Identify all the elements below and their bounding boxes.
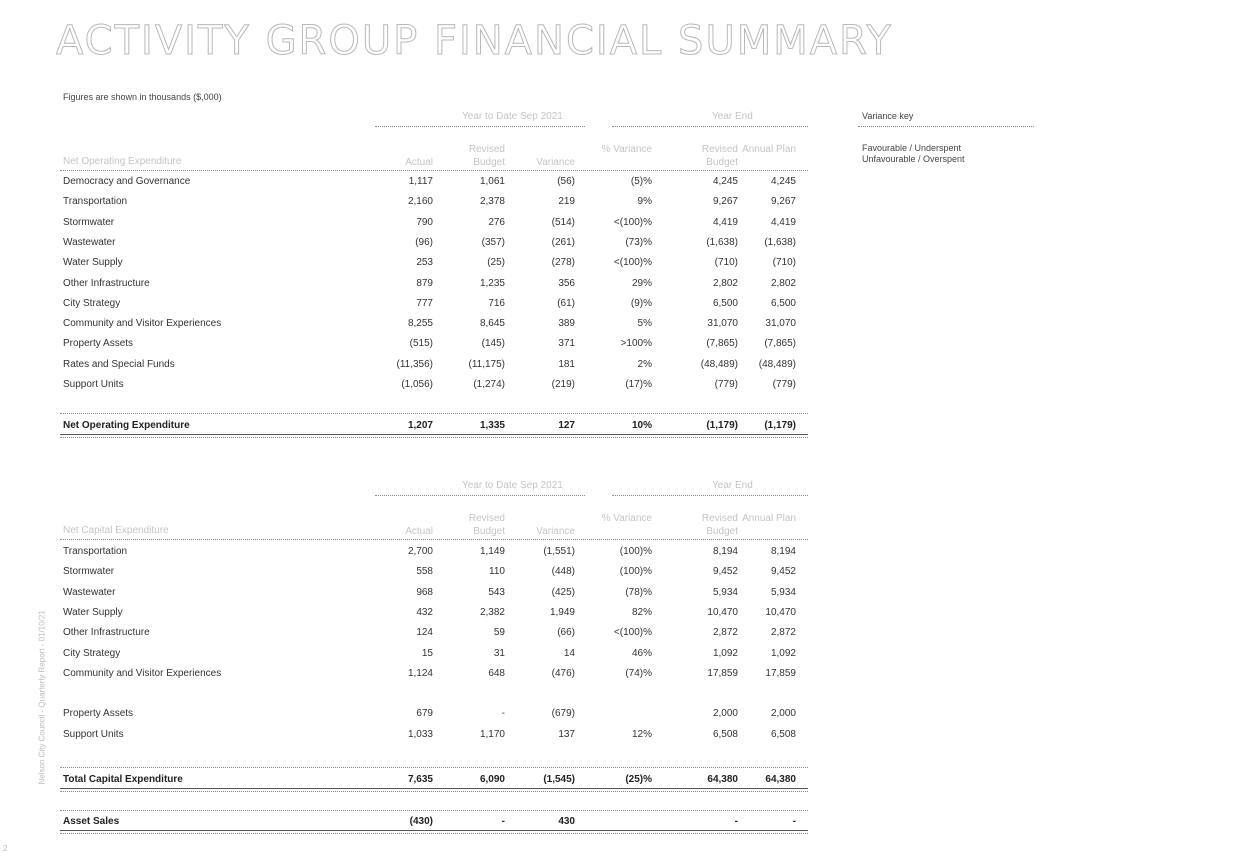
total-value: (1,545) [543, 774, 575, 785]
row-value: (100)% [619, 566, 652, 578]
row-label: Other Infrastructure [63, 627, 150, 639]
row-value: (425) [551, 586, 575, 598]
row-value: 1,170 [479, 728, 505, 740]
row-value: 2,160 [407, 196, 433, 208]
row-value: 371 [558, 338, 575, 350]
column-header: Variance [536, 526, 575, 537]
period-rule [375, 495, 585, 496]
row-value: (74)% [625, 667, 652, 679]
row-value: 82% [631, 606, 652, 618]
row-value: (48,489) [700, 358, 738, 370]
row-value: (61) [557, 297, 575, 309]
row-value: (278) [551, 257, 575, 269]
total-value: 7,635 [407, 774, 433, 785]
row-label: Rates and Special Funds [63, 358, 175, 370]
year-end-rule [612, 126, 808, 127]
row-value: 558 [416, 566, 433, 578]
row-value: (96) [415, 236, 433, 248]
asset-sales-value: - [792, 816, 796, 827]
row-value: 2,802 [712, 277, 738, 289]
row-value: 4,245 [712, 176, 738, 187]
period-header: Year to Date Sep 2021 [462, 480, 563, 491]
row-value: (9)% [630, 297, 652, 309]
row-value: 8,194 [770, 546, 796, 557]
row-label: Wastewater [63, 586, 116, 598]
row-label: Property Assets [63, 708, 134, 720]
row-value: 2,382 [479, 606, 505, 618]
row-value: 15 [421, 647, 433, 659]
total-value: 1,207 [407, 420, 433, 431]
row-value: 5% [637, 318, 652, 330]
column-header: Variance [536, 157, 575, 168]
total-value: 10% [631, 420, 652, 431]
row-label: Transportation [63, 546, 128, 557]
row-label: City Strategy [63, 647, 121, 659]
row-label: Water Supply [63, 257, 123, 269]
row-value: (476) [551, 667, 575, 679]
total-value: 64,380 [765, 774, 796, 785]
legend-title: Variance key [862, 111, 914, 121]
period-header: Year to Date Sep 2021 [462, 111, 563, 122]
row-value: 219 [558, 196, 575, 208]
row-value: 181 [558, 358, 575, 370]
column-header-label: Net Operating Expenditure [63, 156, 182, 167]
column-header: Actual [405, 157, 433, 168]
row-value: 2,872 [712, 627, 738, 639]
row-value: (25) [487, 257, 505, 269]
row-label: Transportation [63, 196, 128, 208]
row-value: (779) [772, 379, 796, 390]
total-label: Net Operating Expenditure [63, 420, 190, 431]
column-header: % Variance [601, 513, 652, 524]
row-value: >100% [620, 338, 652, 350]
row-value: 716 [488, 297, 505, 309]
row-value: 543 [488, 586, 505, 598]
total-bottom-rule [60, 434, 808, 435]
row-value: 1,092 [770, 647, 796, 659]
total-value: 6,090 [479, 774, 505, 785]
row-value: (679) [551, 708, 575, 720]
row-value: 356 [558, 277, 575, 289]
legend-unfavourable: Unfavourable / Overspent [862, 154, 965, 164]
margin-footer-text: Nelson City Council - Quarterly Report - 01/10/21 [37, 610, 47, 785]
asset-sales-value: - [501, 816, 505, 827]
row-value: 6,508 [712, 728, 738, 740]
row-value: 9,452 [712, 566, 738, 578]
row-value: 5,934 [712, 586, 738, 598]
row-value: 31,070 [765, 318, 796, 330]
row-value: 777 [416, 297, 433, 309]
row-value: 110 [489, 566, 505, 578]
row-value: 4,419 [770, 216, 796, 228]
legend-rule [858, 126, 1034, 127]
row-label: Other Infrastructure [63, 277, 150, 289]
row-value: (100)% [619, 546, 652, 557]
legend-favourable: Favourable / Underspent [862, 143, 962, 153]
row-label: Wastewater [63, 236, 116, 248]
row-value: (11,175) [468, 358, 505, 370]
row-value: 1,117 [408, 176, 433, 187]
column-header: Annual Plan [742, 513, 796, 524]
row-value: 9,267 [770, 196, 796, 208]
row-value: 8,194 [712, 546, 738, 557]
row-value: 648 [488, 667, 505, 679]
row-value: 8,645 [479, 318, 505, 330]
row-value: 2,872 [770, 627, 796, 639]
row-value: 124 [416, 627, 433, 639]
column-header: Revised Budget [468, 144, 505, 168]
page-title: ACTIVITY GROUP FINANCIAL SUMMARY [56, 18, 893, 64]
row-value: (48,489) [758, 358, 796, 370]
row-value: (710) [772, 257, 796, 269]
column-header: Revised Budget [701, 513, 738, 537]
row-label: City Strategy [63, 297, 121, 309]
row-label: Stormwater [63, 566, 115, 578]
row-value: 46% [631, 647, 652, 659]
total-value: (25)% [625, 774, 652, 785]
row-value: (73)% [625, 236, 652, 248]
row-value: 2,378 [479, 196, 505, 208]
period-rule [375, 126, 585, 127]
row-value: (1,551) [543, 546, 575, 557]
total-value: 1,335 [479, 420, 505, 431]
asset-sales-value: (430) [409, 816, 433, 827]
row-value: (515) [409, 338, 433, 350]
row-value: 1,149 [479, 546, 505, 557]
total-value: (1,179) [706, 420, 738, 431]
header-rule [60, 170, 808, 171]
year-end-header: Year End [712, 480, 753, 491]
row-value: 2% [637, 358, 652, 370]
row-value: (145) [481, 338, 505, 350]
row-value: 1,092 [712, 647, 738, 659]
row-value: (17)% [625, 379, 652, 390]
row-value: - [501, 708, 505, 720]
row-value: (56) [557, 176, 575, 187]
row-value: (261) [551, 236, 575, 248]
row-label: Property Assets [63, 338, 134, 350]
asset-double-rule [60, 833, 808, 834]
column-header: Annual Plan [742, 144, 796, 155]
row-value: 9,452 [770, 566, 796, 578]
row-value: 9% [637, 196, 652, 208]
row-value: 1,235 [479, 277, 505, 289]
row-value: <(100)% [613, 257, 652, 269]
year-end-rule [612, 495, 808, 496]
row-label: Support Units [63, 379, 124, 390]
row-value: (11,356) [396, 358, 433, 370]
row-value: 12% [631, 728, 652, 740]
total-value: 127 [558, 420, 575, 431]
total-bottom-rule [60, 788, 808, 789]
row-value: (5)% [630, 176, 652, 187]
row-value: (1,056) [401, 379, 433, 390]
total-double-rule [60, 791, 808, 792]
column-header: Actual [405, 526, 433, 537]
row-value: 1,124 [407, 667, 433, 679]
row-value: 1,949 [549, 606, 575, 618]
total-label: Total Capital Expenditure [63, 774, 183, 785]
year-end-header: Year End [712, 111, 753, 122]
row-value: 2,000 [712, 708, 738, 720]
row-label: Community and Visitor Experiences [63, 667, 222, 679]
row-value: (7,865) [764, 338, 796, 350]
total-top-rule [60, 413, 808, 414]
total-top-rule [60, 767, 808, 768]
row-label: Community and Visitor Experiences [63, 318, 222, 330]
total-value: 64,380 [707, 774, 738, 785]
row-value: 4,245 [770, 176, 796, 187]
row-value: 14 [563, 647, 575, 659]
row-value: 968 [416, 586, 433, 598]
row-value: (710) [714, 257, 738, 269]
total-double-rule [60, 437, 808, 438]
row-label: Stormwater [63, 216, 115, 228]
row-value: 2,700 [407, 546, 433, 557]
units-note: Figures are shown in thousands ($,000) [63, 92, 222, 102]
row-label: Democracy and Governance [63, 176, 191, 187]
row-value: (514) [551, 216, 575, 228]
column-header: % Variance [601, 144, 652, 155]
row-label: Water Supply [63, 606, 123, 618]
row-value: 6,500 [712, 297, 738, 309]
asset-sales-label: Asset Sales [63, 816, 120, 827]
row-value: (1,274) [473, 379, 505, 390]
row-value: 4,419 [712, 216, 738, 228]
row-value: 6,500 [770, 297, 796, 309]
row-value: 17,859 [707, 667, 738, 679]
row-value: 59 [493, 627, 505, 639]
row-value: 879 [416, 277, 433, 289]
row-value: 5,934 [770, 586, 796, 598]
column-header: Revised Budget [468, 513, 505, 537]
row-value: 432 [416, 606, 433, 618]
row-value: 31,070 [707, 318, 738, 330]
row-value: (357) [481, 236, 505, 248]
row-value: 1,061 [479, 176, 505, 187]
row-value: (448) [551, 566, 575, 578]
total-value: (1,179) [764, 420, 796, 431]
row-value: 2,802 [770, 277, 796, 289]
asset-sales-value: 430 [558, 816, 575, 827]
row-value: 137 [558, 728, 575, 740]
row-value: 31 [493, 647, 505, 659]
row-value: 17,859 [765, 667, 796, 679]
column-header-label: Net Capital Expenditure [63, 525, 169, 536]
row-value: 679 [416, 708, 433, 720]
row-value: (219) [551, 379, 575, 390]
row-label: Support Units [63, 728, 124, 740]
row-value: 6,508 [770, 728, 796, 740]
row-value: 9,267 [712, 196, 738, 208]
asset-bottom-rule [60, 830, 808, 831]
row-value: <(100)% [613, 216, 652, 228]
row-value: 8,255 [407, 318, 433, 330]
row-value: (66) [557, 627, 575, 639]
row-value: (7,865) [706, 338, 738, 350]
header-rule [60, 539, 808, 540]
row-value: (1,638) [764, 236, 796, 248]
row-value: 29% [631, 277, 652, 289]
row-value: (779) [714, 379, 738, 390]
page-number: 2 [3, 844, 8, 853]
row-value: 1,033 [407, 728, 433, 740]
row-value: <(100)% [613, 627, 652, 639]
row-value: 276 [488, 216, 505, 228]
asset-top-rule [60, 810, 808, 811]
row-value: 389 [558, 318, 575, 330]
row-value: 2,000 [770, 708, 796, 720]
row-value: 790 [416, 216, 433, 228]
row-value: 253 [416, 257, 433, 269]
row-value: (1,638) [706, 236, 738, 248]
row-value: (78)% [625, 586, 652, 598]
asset-sales-value: - [734, 816, 738, 827]
row-value: 10,470 [765, 606, 796, 618]
row-value: 10,470 [707, 606, 738, 618]
column-header: Revised Budget [701, 144, 738, 168]
